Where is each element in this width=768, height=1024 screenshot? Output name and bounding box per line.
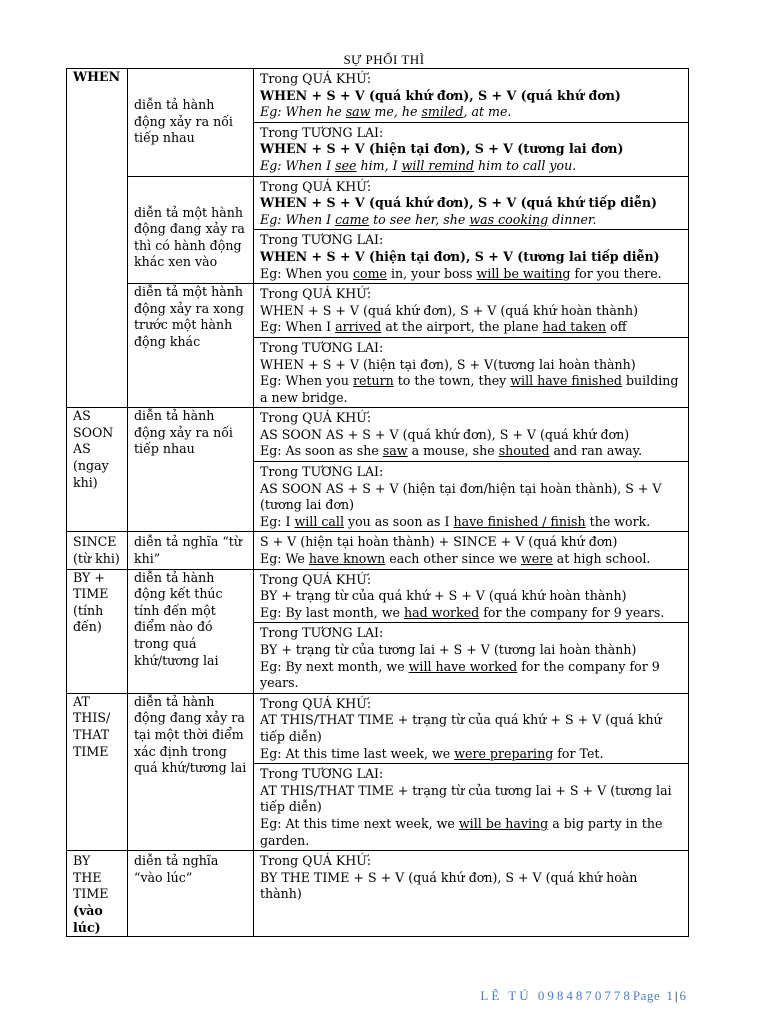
example: Eg: When I came to see her, she was cooking dinner. [260,211,597,227]
formula: WHEN + S + V (quá khứ đơn), S + V (quá khứ đơn) [260,87,621,103]
at-this-time-future [254,764,689,851]
table-row [67,532,689,569]
when-meaning-3-cell [128,284,254,408]
formula: WHEN + S + V (quá khứ đơn), S + V (quá khứ hoàn thành) [260,302,638,318]
formula: BY + trạng từ của tương lai + S + V (tương lai hoàn thành) [260,642,637,657]
footer-author: LÊ TÚ 0984870778 [480,988,633,1003]
footer-separator: | [674,988,678,1003]
at-this-time-label: AT THIS/ THAT TIME [73,693,111,759]
example: Eg: By next month, we will have worked for the company for 9 years. [260,658,660,691]
formula: WHEN + S + V (quá khứ đơn), S + V (quá khứ tiếp diễn) [260,195,658,211]
as-soon-as-future [254,462,689,532]
page-footer [480,988,686,1004]
example: Eg: By last month, we had worked for the company for 9 years. [260,604,665,620]
by-time-label-cell [67,569,128,693]
when-meaning-1-cell [128,69,254,177]
when-meaning-2-cell [128,176,254,284]
formula: AT THIS/THAT TIME + trạng từ của tương lai + S + V (tương lai tiếp diễn) [260,782,672,815]
table-row [67,284,689,338]
footer-page-number: 1 [666,988,673,1003]
formula: AS SOON AS + S + V (quá khứ đơn), S + V (quá khứ đơn) [260,426,630,442]
by-time-past [254,569,689,623]
as-soon-as-past [254,408,689,462]
at-this-time-meaning: diễn tả hành động đang xảy ra tại một thời điểm xác định trong quá khứ/tương lai [134,693,247,776]
since-meaning: diễn tả nghĩa “từ khi” [134,534,242,567]
when-2-future [254,230,689,284]
by-the-time-label-cell [67,851,128,937]
as-soon-as-meaning: diễn tả hành động xảy ra nối tiếp nhau [134,408,233,457]
table-row [67,408,689,462]
example: Eg: As soon as she saw a mouse, she shouted and ran away. [260,443,643,459]
table-row [67,176,689,230]
by-the-time-meaning-cell [128,851,254,937]
when-3-past [254,284,689,338]
future-heading: Trong TƯƠNG LAI: [260,464,384,480]
past-heading: Trong QUÁ KHỨ: [260,695,372,711]
when-meaning-2: diễn tả một hành động đang xảy ra thì có hành động khác xen vào [134,204,245,270]
when-1-past [254,69,689,123]
since-cell [254,532,689,569]
by-time-label: BY + TIME (tính đến) [73,569,109,635]
since-label: SINCE (từ khi) [73,534,120,567]
past-heading: Trong QUÁ KHỨ: [260,286,372,302]
by-the-time-sublabel: (vào lúc) [73,902,103,935]
past-heading: Trong QUÁ KHỨ: [260,178,372,194]
formula: WHEN + S + V (hiện tại đơn), S + V (tương lai tiếp diễn) [260,248,660,264]
table-row [67,69,689,123]
formula: S + V (hiện tại hoàn thành) + SINCE + V (quá khứ đơn) [260,534,618,550]
example: Eg: When you come in, your boss will be waiting for you there. [260,265,662,281]
table-row [67,851,689,937]
example: Eg: At this time next week, we will be having a big party in the garden. [260,815,663,848]
by-time-future [254,623,689,693]
past-heading: Trong QUÁ KHỨ: [260,410,372,426]
future-heading: Trong TƯƠNG LAI: [260,625,384,641]
when-label: WHEN [73,69,121,84]
as-soon-as-label: AS SOON AS (ngay khi) [73,408,114,490]
past-heading: Trong QUÁ KHỨ: [260,571,372,587]
future-heading: Trong TƯƠNG LAI: [260,124,384,140]
formula: AS SOON AS + S + V (hiện tại đơn/hiện tại hoàn thành), S + V (tương lai đơn) [260,480,662,513]
as-soon-as-meaning-cell [128,408,254,532]
table-row [67,693,689,763]
as-soon-as-label-cell [67,408,128,532]
at-this-time-meaning-cell [128,693,254,850]
when-3-future [254,337,689,407]
example: Eg: When I see him, I will remind him to call you. [260,157,577,173]
formula: BY THE TIME + S + V (quá khứ đơn), S + V (quá khứ hoàn thành) [260,869,638,902]
formula: BY + trạng từ của quá khứ + S + V (quá khứ hoàn thành) [260,588,627,604]
at-this-time-past [254,693,689,763]
past-heading: Trong QUÁ KHỨ: [260,853,372,869]
future-heading: Trong TƯƠNG LAI: [260,766,384,782]
when-meaning-1: diễn tả hành động xảy ra nối tiếp nhau [134,97,233,146]
example: Eg: When you return to the town, they will have finished building a new bridge. [260,373,679,405]
by-the-time-label: BY THE TIME [73,853,109,902]
formula: WHEN + S + V (hiện tại đơn), S + V(tương lai hoàn thành) [260,356,636,372]
since-label-cell [67,532,128,569]
past-heading: Trong QUÁ KHỨ: [260,71,372,86]
example: Eg: When I arrived at the airport, the plane had taken off [260,319,627,335]
since-meaning-cell [128,532,254,569]
when-2-past [254,176,689,230]
table-row [67,569,689,623]
tense-table [66,68,689,937]
formula: AT THIS/THAT TIME + trạng từ của quá khứ + S + V (quá khứ tiếp diễn) [260,712,662,744]
example: Eg: At this time last week, we were preparing for Tet. [260,745,604,761]
future-heading: Trong TƯƠNG LAI: [260,339,384,355]
future-heading: Trong TƯƠNG LAI: [260,232,384,248]
by-time-meaning: diễn tả hành động kết thúc tính đến một điểm nào đó trong quá khứ/tương lai [134,569,223,668]
example: Eg: I will call you as soon as I have finished / finish the work. [260,513,651,529]
by-time-meaning-cell [128,569,254,693]
page-title: SỰ PHỐI THÌ [343,52,425,67]
when-meaning-3: diễn tả một hành động xảy ra xong trước một hành động khác [134,284,244,349]
footer-page-total: 6 [679,988,686,1003]
example: Eg: When he saw me, he smiled, at me. [260,104,512,120]
footer-page-word: Page [632,988,661,1003]
when-1-future [254,122,689,176]
by-the-time-past [254,851,689,937]
when-label-cell [67,69,128,408]
example: Eg: We have known each other since we were at high school. [260,551,651,567]
at-this-time-label-cell [67,693,128,850]
by-the-time-meaning: diễn tả nghĩa “vào lúc” [134,853,219,885]
formula: WHEN + S + V (hiện tại đơn), S + V (tương lai đơn) [260,141,624,157]
